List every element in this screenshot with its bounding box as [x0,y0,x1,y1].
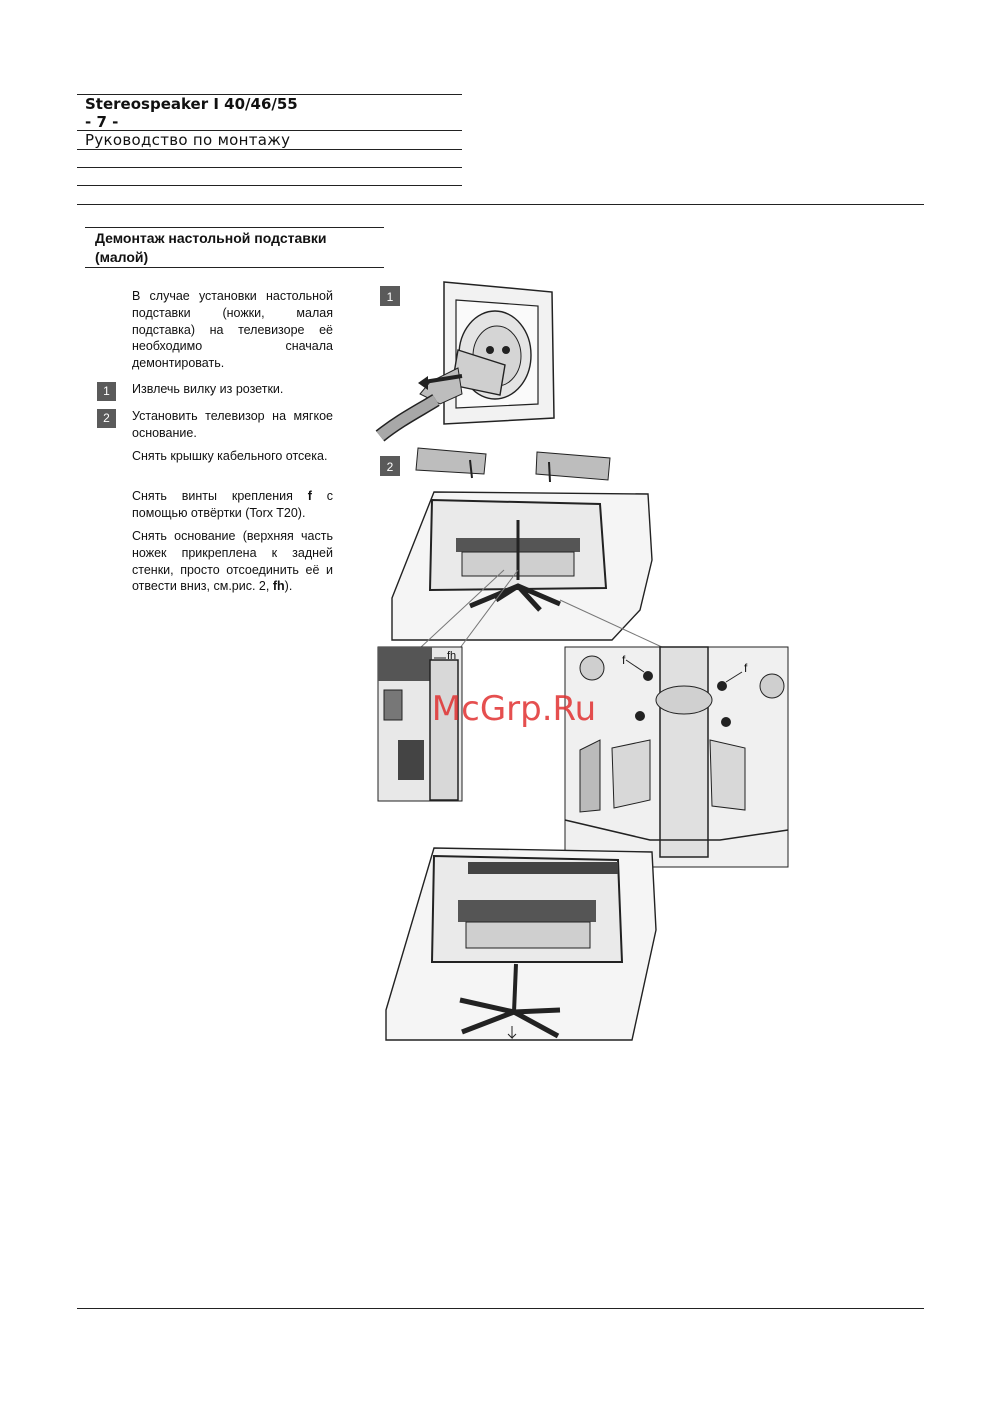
intro-paragraph: В случае установки настольной подставки (ножки, малая подставка) на телевизоре её необходимо сначала демонтировать. [132,289,333,371]
paragraph-cable-cover-text: Снять крышку кабельного отсека. [132,449,328,463]
step-1-text: Извлечь вилку из розетки. [132,382,284,396]
step-badge-1: 1 [97,382,116,401]
doc-subtitle: Руководство по монтажу [85,131,291,149]
paragraph-stand-pre: Снять основание (верхняя часть ножек прикреплена к задней стенки, просто отсоединить её и отвести вниз, см.рис. 2, [132,529,333,594]
callout-f-right: f [744,661,748,675]
section-title: Демонтаж настольной подставки (малой) [95,230,327,265]
paragraph-stand-post: ). [284,579,293,594]
figure-2-tv-top [392,492,664,648]
figure-1-label: 1 [386,290,394,304]
detail-screws [565,647,788,867]
doc-title: Stereospeaker I 40/46/55 [85,95,298,113]
paragraph-screws-pre: Снять винты крепления [132,489,308,503]
footer-rule [77,1308,924,1309]
step-badge-2: 2 [97,409,116,428]
watermark: McGrp.Ru [431,689,597,729]
figure-2-covers [380,448,610,482]
paragraph-screws-post: с помощью отвёртки (Torx T20). [132,489,333,520]
figure-2-label: 2 [386,460,394,474]
step-2-text: Установить телевизор на мягкое основание. [132,409,333,440]
callout-f-left: f [622,653,626,667]
page-number: - 7 - [85,113,119,131]
paragraph-screws-bold: f [307,489,312,503]
callout-fh: fh [447,650,457,662]
figure-2-tv-bottom [386,848,656,1040]
paragraph-stand-bold: fh [272,579,285,594]
figure-1-socket [380,282,554,436]
